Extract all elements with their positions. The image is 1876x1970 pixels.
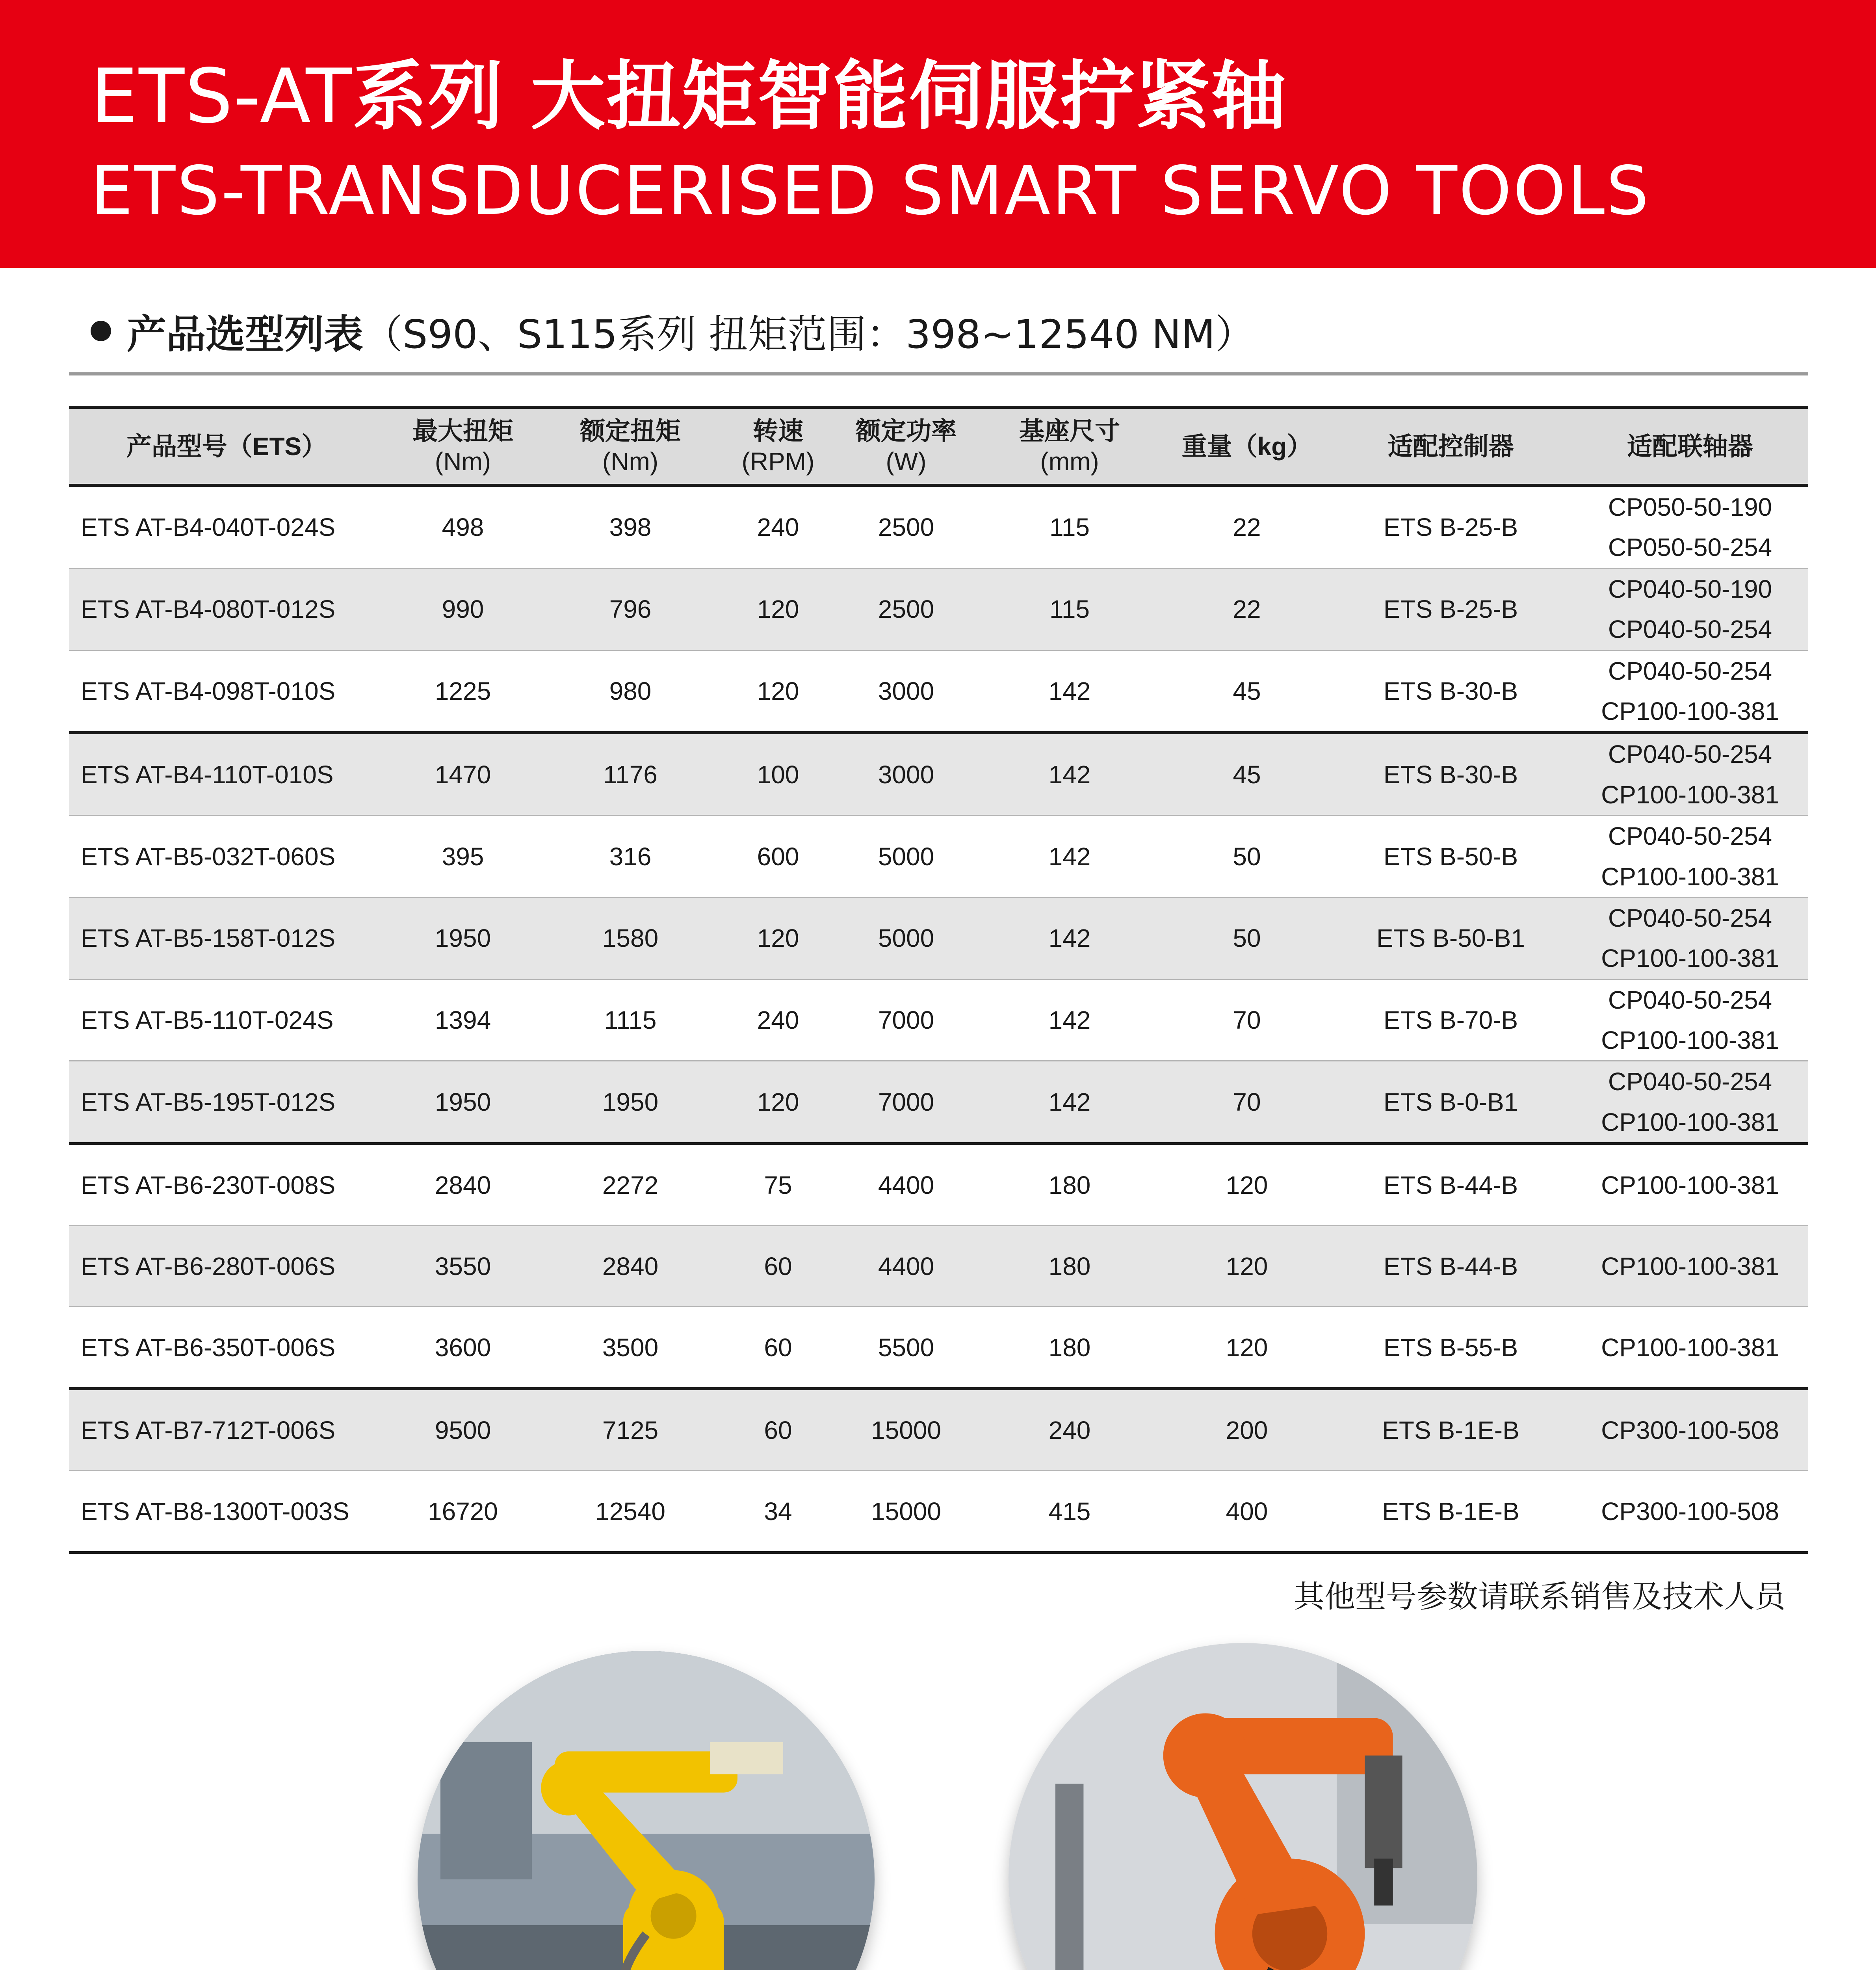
- table-row: [69, 1471, 1808, 1553]
- cell-coupler: CP100-100-381: [1572, 1144, 1808, 1226]
- cell-rated-torque: 796: [542, 568, 719, 650]
- bullet-icon: [91, 321, 111, 341]
- cell-base: 142: [975, 650, 1164, 733]
- table-row: [69, 1389, 1808, 1471]
- cell-controller: ETS B-25-B: [1330, 568, 1572, 650]
- cell-coupler: CP040-50-254 CP100-100-381: [1572, 733, 1808, 816]
- cell-controller: ETS B-44-B: [1330, 1144, 1572, 1226]
- cell-speed: 120: [719, 1061, 837, 1144]
- table-row: [69, 650, 1808, 733]
- table-row: [69, 1144, 1808, 1226]
- cell-power: 5500: [837, 1307, 975, 1389]
- cell-controller: ETS B-1E-B: [1330, 1389, 1572, 1471]
- cell-speed: 60: [719, 1226, 837, 1307]
- cell-speed: 600: [719, 816, 837, 898]
- cell-power: 15000: [837, 1471, 975, 1553]
- cell-power: 3000: [837, 650, 975, 733]
- cell-power: 15000: [837, 1389, 975, 1471]
- cell-coupler: CP040-50-254 CP100-100-381: [1572, 1061, 1808, 1144]
- cell-speed: 75: [719, 1144, 837, 1226]
- cell-speed: 120: [719, 897, 837, 979]
- cell-speed: 120: [719, 568, 837, 650]
- cell-controller: ETS B-70-B: [1330, 979, 1572, 1061]
- contact-note: 其他型号参数请联系销售及技术人员: [1293, 1579, 1785, 1615]
- cell-weight: 45: [1164, 650, 1330, 733]
- cell-speed: 240: [719, 485, 837, 568]
- cell-model: ETS AT-B7-712T-006S: [69, 1389, 384, 1471]
- cell-base: 142: [975, 979, 1164, 1061]
- section-divider: [69, 372, 1808, 375]
- section-heading: [91, 299, 1255, 362]
- cell-weight: 400: [1164, 1471, 1330, 1553]
- cell-model: ETS AT-B5-158T-012S: [69, 897, 384, 979]
- cell-weight: 120: [1164, 1307, 1330, 1389]
- cell-base: 115: [975, 568, 1164, 650]
- cell-power: 7000: [837, 979, 975, 1061]
- cell-max-torque: 1950: [384, 1061, 542, 1144]
- cell-controller: ETS B-50-B: [1330, 816, 1572, 898]
- col-header-model: 产品型号（ETS）: [69, 407, 384, 485]
- cell-rated-torque: 3500: [542, 1307, 719, 1389]
- spec-table: [69, 406, 1808, 1554]
- header-banner: [0, 0, 1876, 268]
- cell-coupler: CP040-50-254 CP100-100-381: [1572, 979, 1808, 1061]
- cell-base: 142: [975, 816, 1164, 898]
- cell-max-torque: 395: [384, 816, 542, 898]
- cell-weight: 50: [1164, 816, 1330, 898]
- cell-power: 2500: [837, 485, 975, 568]
- cell-rated-torque: 1950: [542, 1061, 719, 1144]
- cell-rated-torque: 12540: [542, 1471, 719, 1553]
- cell-model: ETS AT-B8-1300T-003S: [69, 1471, 384, 1553]
- cell-coupler: CP100-100-381: [1572, 1226, 1808, 1307]
- cell-model: ETS AT-B6-280T-006S: [69, 1226, 384, 1307]
- col-header-speed: 转速 (RPM): [719, 407, 837, 485]
- cell-max-torque: 9500: [384, 1389, 542, 1471]
- cell-weight: 120: [1164, 1226, 1330, 1307]
- cell-max-torque: 498: [384, 485, 542, 568]
- cell-model: ETS AT-B6-230T-008S: [69, 1144, 384, 1226]
- cell-controller: ETS B-50-B1: [1330, 897, 1572, 979]
- cell-rated-torque: 7125: [542, 1389, 719, 1471]
- cell-rated-torque: 2272: [542, 1144, 719, 1226]
- cell-model: ETS AT-B6-350T-006S: [69, 1307, 384, 1389]
- cell-weight: 70: [1164, 979, 1330, 1061]
- cell-rated-torque: 398: [542, 485, 719, 568]
- cell-power: 2500: [837, 568, 975, 650]
- cell-model: ETS AT-B5-195T-012S: [69, 1061, 384, 1144]
- cell-model: ETS AT-B4-098T-010S: [69, 650, 384, 733]
- cell-base: 180: [975, 1307, 1164, 1389]
- col-header-rated-torque: 额定扭矩 (Nm): [542, 407, 719, 485]
- cell-weight: 70: [1164, 1061, 1330, 1144]
- table-row: [69, 733, 1808, 816]
- cell-base: 240: [975, 1389, 1164, 1471]
- table-header-row: [69, 407, 1808, 485]
- cell-model: ETS AT-B4-110T-010S: [69, 733, 384, 816]
- cell-controller: ETS B-25-B: [1330, 485, 1572, 568]
- photo-kuka-robot: [1009, 1643, 1477, 1970]
- cell-model: ETS AT-B4-040T-024S: [69, 485, 384, 568]
- table-row: [69, 979, 1808, 1061]
- cell-model: ETS AT-B4-080T-012S: [69, 568, 384, 650]
- section-range: （S90、S115系列 扭矩范围：398~12540 NM）: [363, 311, 1255, 357]
- cell-max-torque: 1950: [384, 897, 542, 979]
- cell-base: 142: [975, 1061, 1164, 1144]
- cell-coupler: CP300-100-508: [1572, 1471, 1808, 1553]
- col-header-base-size: 基座尺寸 (mm): [975, 407, 1164, 485]
- cell-rated-torque: 316: [542, 816, 719, 898]
- fanuc-robot-image: [418, 1651, 875, 1970]
- cell-model: ETS AT-B5-032T-060S: [69, 816, 384, 898]
- col-header-coupler: 适配联轴器: [1572, 407, 1808, 485]
- cell-max-torque: 1394: [384, 979, 542, 1061]
- cell-max-torque: 3600: [384, 1307, 542, 1389]
- cell-coupler: CP040-50-254 CP100-100-381: [1572, 650, 1808, 733]
- table-row: [69, 897, 1808, 979]
- cell-coupler: CP300-100-508: [1572, 1389, 1808, 1471]
- table-row: [69, 1226, 1808, 1307]
- cell-power: 4400: [837, 1226, 975, 1307]
- cell-base: 142: [975, 733, 1164, 816]
- cell-base: 180: [975, 1144, 1164, 1226]
- cell-power: 5000: [837, 897, 975, 979]
- cell-max-torque: 990: [384, 568, 542, 650]
- cell-rated-torque: 1115: [542, 979, 719, 1061]
- cell-rated-torque: 1176: [542, 733, 719, 816]
- cell-power: 4400: [837, 1144, 975, 1226]
- cell-controller: ETS B-1E-B: [1330, 1471, 1572, 1553]
- col-header-power: 额定功率 (W): [837, 407, 975, 485]
- cell-max-torque: 3550: [384, 1226, 542, 1307]
- cell-max-torque: 1225: [384, 650, 542, 733]
- cell-base: 142: [975, 897, 1164, 979]
- cell-coupler: CP100-100-381: [1572, 1307, 1808, 1389]
- cell-power: 3000: [837, 733, 975, 816]
- cell-max-torque: 2840: [384, 1144, 542, 1226]
- cell-max-torque: 1470: [384, 733, 542, 816]
- cell-coupler: CP050-50-190 CP050-50-254: [1572, 485, 1808, 568]
- cell-controller: ETS B-30-B: [1330, 650, 1572, 733]
- cell-controller: ETS B-0-B1: [1330, 1061, 1572, 1144]
- cell-speed: 240: [719, 979, 837, 1061]
- cell-controller: ETS B-55-B: [1330, 1307, 1572, 1389]
- cell-weight: 22: [1164, 568, 1330, 650]
- cell-coupler: CP040-50-254 CP100-100-381: [1572, 816, 1808, 898]
- kuka-robot-image: [1009, 1643, 1477, 1970]
- cell-speed: 60: [719, 1389, 837, 1471]
- table-row: [69, 1307, 1808, 1389]
- cell-weight: 200: [1164, 1389, 1330, 1471]
- col-header-controller: 适配控制器: [1330, 407, 1572, 485]
- cell-base: 115: [975, 485, 1164, 568]
- col-header-max-torque: 最大扭矩 (Nm): [384, 407, 542, 485]
- cell-weight: 120: [1164, 1144, 1330, 1226]
- cell-rated-torque: 980: [542, 650, 719, 733]
- cell-base: 180: [975, 1226, 1164, 1307]
- cell-rated-torque: 2840: [542, 1226, 719, 1307]
- cell-controller: ETS B-30-B: [1330, 733, 1572, 816]
- col-header-weight: 重量（kg）: [1164, 407, 1330, 485]
- cell-weight: 22: [1164, 485, 1330, 568]
- cell-max-torque: 16720: [384, 1471, 542, 1553]
- title-series: ETS-AT: [91, 53, 353, 140]
- cell-weight: 50: [1164, 897, 1330, 979]
- title-strong: 系列 大扭矩智能伺服拧紧轴: [352, 53, 1287, 140]
- cell-speed: 34: [719, 1471, 837, 1553]
- cell-speed: 100: [719, 733, 837, 816]
- cell-controller: ETS B-44-B: [1330, 1226, 1572, 1307]
- section-label: 产品选型列表: [127, 311, 363, 357]
- table-row: [69, 1061, 1808, 1144]
- table-row: [69, 485, 1808, 568]
- cell-speed: 60: [719, 1307, 837, 1389]
- cell-speed: 120: [719, 650, 837, 733]
- cell-base: 415: [975, 1471, 1164, 1553]
- photo-fanuc-robot: [418, 1651, 875, 1970]
- page-subtitle: ETS-TRANSDUCERISED SMART SERVO TOOLS: [91, 152, 1651, 230]
- cell-power: 5000: [837, 816, 975, 898]
- cell-weight: 45: [1164, 733, 1330, 816]
- cell-coupler: CP040-50-254 CP100-100-381: [1572, 897, 1808, 979]
- page-title: [91, 53, 1287, 140]
- cell-model: ETS AT-B5-110T-024S: [69, 979, 384, 1061]
- cell-power: 7000: [837, 1061, 975, 1144]
- cell-rated-torque: 1580: [542, 897, 719, 979]
- table-row: [69, 568, 1808, 650]
- cell-coupler: CP040-50-190 CP040-50-254: [1572, 568, 1808, 650]
- table-row: [69, 816, 1808, 898]
